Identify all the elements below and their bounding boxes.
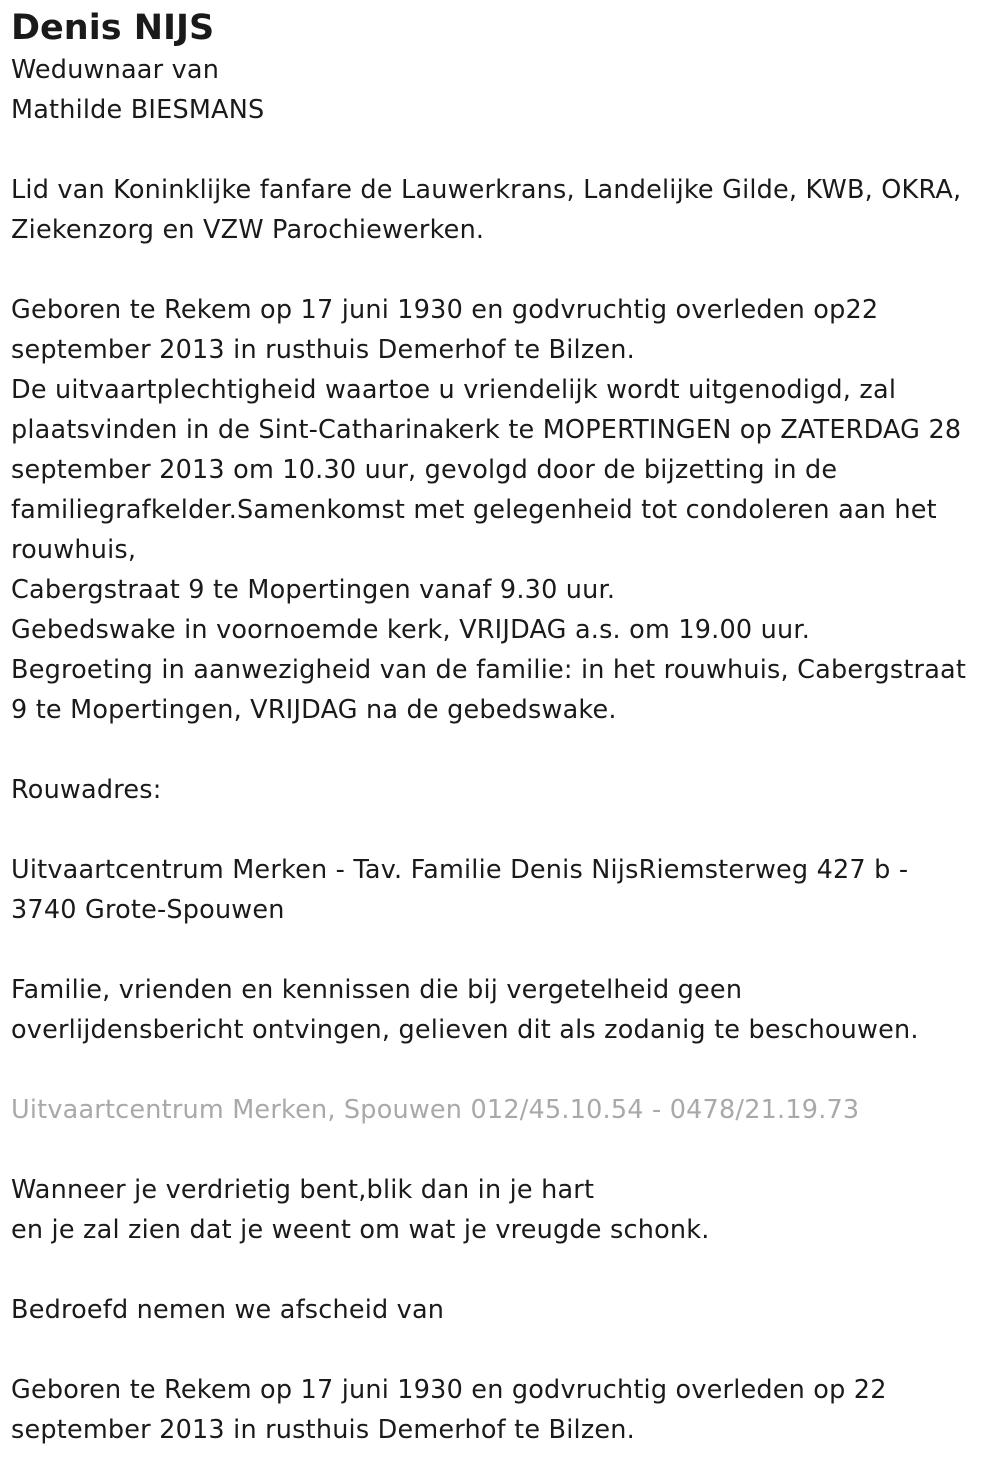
spacer xyxy=(11,810,995,850)
details-line: plaatsvinden in de Sint-Catharinakerk te MOPERTINGEN op ZATERDAG 28 xyxy=(11,415,962,445)
address-line: 3740 Grote-Spouwen xyxy=(11,895,285,925)
details-line: Gebedswake in voornoemde kerk, VRIJDAG a.s. om 19.00 uur. xyxy=(11,615,810,645)
farewell-text: Bedroefd nemen we afscheid van xyxy=(11,1295,445,1325)
death-notice xyxy=(11,6,995,1450)
notice-line: overlijdensbericht ontvingen, gelieven dit als zodanig te beschouwen. xyxy=(11,1015,919,1045)
widower-label: Weduwnaar van xyxy=(11,55,220,85)
details-line: De uitvaartplechtigheid waartoe u vriendelijk wordt uitgenodigd, zal xyxy=(11,375,897,405)
membership-text xyxy=(11,170,995,250)
mourning-address xyxy=(11,850,995,930)
birth-death-line: Geboren te Rekem op 17 juni 1930 en godvruchtig overleden op 22 xyxy=(11,1375,887,1405)
poem-line: en je zal zien dat je weent om wat je vreugde schonk. xyxy=(11,1215,710,1245)
deceased-name: Denis NIJS xyxy=(11,8,215,48)
details-line: september 2013 in rusthuis Demerhof te Bilzen. xyxy=(11,335,635,365)
membership-line: Lid van Koninklijke fanfare de Lauwerkrans, Landelijke Gilde, KWB, OKRA, xyxy=(11,175,962,205)
spouse-name: Mathilde BIESMANS xyxy=(11,95,265,125)
poem-line: Wanneer je verdrietig bent,blik dan in je hart xyxy=(11,1175,595,1205)
details-line: Cabergstraat 9 te Mopertingen vanaf 9.30 uur. xyxy=(11,575,616,605)
details-line: 9 te Mopertingen, VRIJDAG na de gebedswake. xyxy=(11,695,617,725)
spacer xyxy=(11,130,995,170)
funeral-home-contact: Uitvaartcentrum Merken, Spouwen 012/45.10.54 - 0478/21.19.73 xyxy=(11,1095,860,1125)
details-line: Geboren te Rekem op 17 juni 1930 en godvruchtig overleden op22 xyxy=(11,295,879,325)
notice-text xyxy=(11,970,995,1050)
spacer xyxy=(11,250,995,290)
details-line: rouwhuis, xyxy=(11,535,137,565)
funeral-details xyxy=(11,290,995,730)
details-line: september 2013 om 10.30 uur, gevolgd door de bijzetting in de xyxy=(11,455,838,485)
spacer xyxy=(11,730,995,770)
notice-line: Familie, vrienden en kennissen die bij vergetelheid geen xyxy=(11,975,743,1005)
spacer xyxy=(11,1250,995,1290)
birth-death-text xyxy=(11,1370,995,1450)
spacer xyxy=(11,1130,995,1170)
poem xyxy=(11,1170,995,1250)
address-line: Uitvaartcentrum Merken - Tav. Familie Denis NijsRiemsterweg 427 b - xyxy=(11,855,909,885)
spacer xyxy=(11,930,995,970)
spacer xyxy=(11,1330,995,1370)
details-line: familiegrafkelder.Samenkomst met gelegenheid tot condoleren aan het xyxy=(11,495,937,525)
birth-death-line: september 2013 in rusthuis Demerhof te Bilzen. xyxy=(11,1415,635,1445)
details-line: Begroeting in aanwezigheid van de familie: in het rouwhuis, Cabergstraat xyxy=(11,655,967,685)
address-label: Rouwadres: xyxy=(11,775,162,805)
spacer xyxy=(11,1050,995,1090)
membership-line: Ziekenzorg en VZW Parochiewerken. xyxy=(11,215,485,245)
